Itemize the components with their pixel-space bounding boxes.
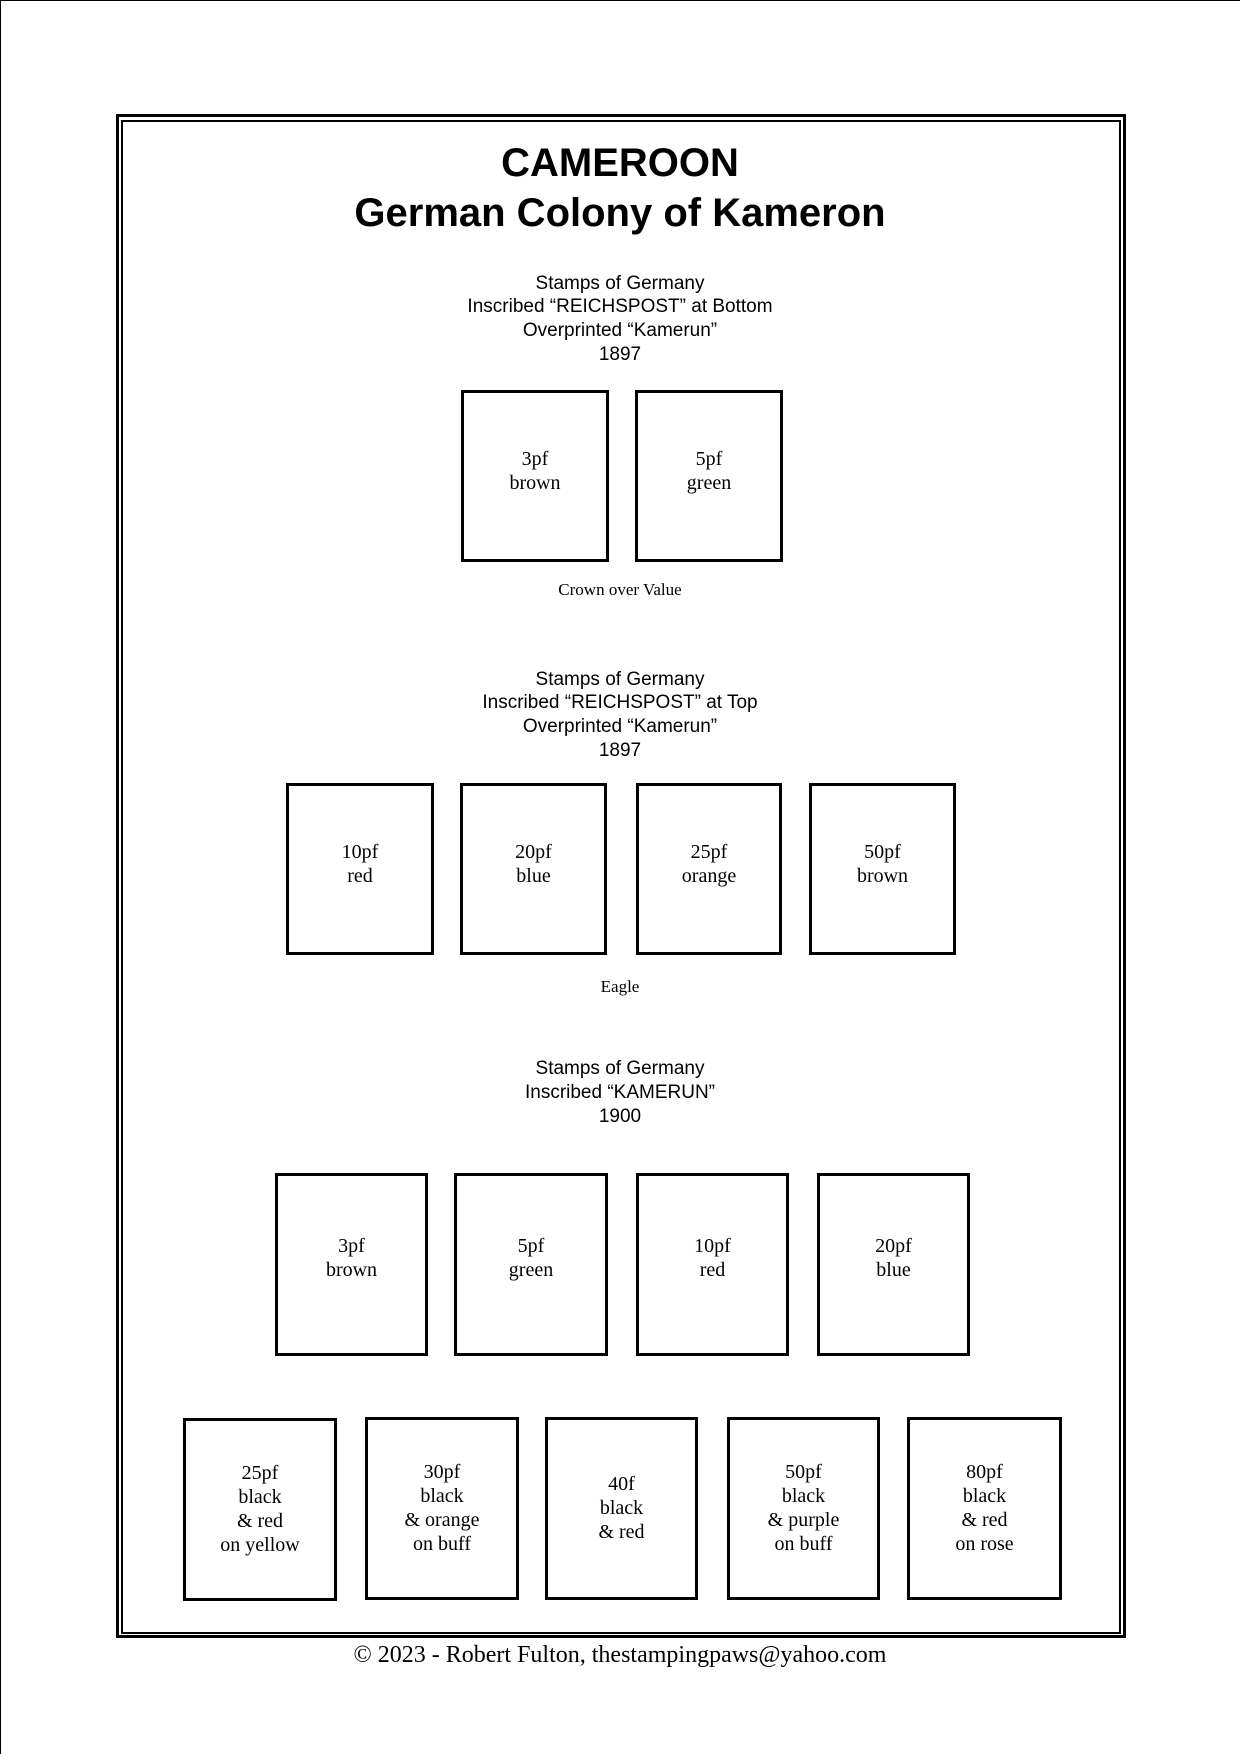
stamp-space[interactable] (817, 1173, 970, 1356)
page-edge-top (0, 0, 1240, 1)
stamp-color: black (781, 1485, 826, 1507)
stamp-denomination: 50pf (864, 841, 901, 863)
stamp-denomination: 80pf (966, 1461, 1003, 1483)
stamp-color: blue (516, 865, 551, 887)
stamp-space[interactable] (183, 1418, 337, 1601)
section-heading-line: 1900 (598, 1106, 642, 1127)
section-heading-line: 1897 (598, 344, 642, 365)
stamp-color: green (686, 472, 732, 494)
page-subtitle: German Colony of Kameron (354, 191, 886, 235)
section-heading-line: Inscribed “REICHSPOST” at Bottom (467, 296, 773, 317)
stamp-denomination: 10pf (341, 841, 379, 863)
section-2-caption: Eagle (600, 977, 640, 996)
stamp-paper: on yellow (220, 1534, 300, 1556)
page-edge-left (0, 0, 1, 1754)
section-heading-line: Overprinted “Kamerun” (522, 320, 718, 341)
stamp-space[interactable] (545, 1417, 698, 1600)
stamp-space[interactable] (907, 1417, 1062, 1600)
stamp-space[interactable] (636, 1173, 789, 1356)
stamp-color: black (599, 1497, 644, 1519)
section-heading-line: Stamps of Germany (535, 669, 705, 690)
stamp-denomination: 10pf (694, 1235, 731, 1257)
stamp-color: black (238, 1486, 282, 1508)
stamp-denomination: 25pf (241, 1462, 279, 1484)
stamp-denomination: 25pf (690, 841, 728, 863)
copyright-footer: © 2023 - Robert Fulton, thestampingpaws@yahoo.com (353, 1642, 887, 1668)
stamp-denomination: 3pf (338, 1235, 365, 1257)
stamp-denomination: 5pf (517, 1235, 545, 1257)
stamp-denomination: 20pf (875, 1235, 912, 1257)
stamp-color: brown (325, 1259, 378, 1281)
section-heading-line: Inscribed “KAMERUN” (524, 1082, 716, 1103)
stamp-space[interactable] (635, 390, 783, 562)
stamp-color: & purple (767, 1509, 840, 1531)
page-title: CAMEROON (501, 141, 739, 185)
stamp-space[interactable] (636, 783, 782, 955)
stamp-denomination: 40f (608, 1473, 635, 1495)
stamp-color: & red (961, 1509, 1008, 1531)
stamp-color: red (699, 1259, 726, 1281)
stamp-space[interactable] (727, 1417, 880, 1600)
stamp-denomination: 3pf (521, 448, 549, 470)
stamp-denomination: 5pf (695, 448, 723, 470)
section-1-caption: Crown over Value (558, 580, 682, 599)
stamp-paper: on buff (413, 1533, 471, 1555)
stamp-paper: on buff (774, 1533, 833, 1555)
stamp-color: green (508, 1259, 554, 1281)
section-heading-line: 1897 (598, 740, 642, 761)
stamp-space[interactable] (286, 783, 434, 955)
section-heading-line: Overprinted “Kamerun” (522, 716, 718, 737)
stamp-space[interactable] (809, 783, 956, 955)
stamp-space[interactable] (460, 783, 607, 955)
stamp-space[interactable] (365, 1417, 519, 1600)
stamp-color: & red (236, 1510, 284, 1532)
section-heading-line: Inscribed “REICHSPOST” at Top (482, 692, 758, 713)
stamp-color: black (962, 1485, 1007, 1507)
stamp-color: blue (876, 1259, 911, 1281)
stamp-space[interactable] (275, 1173, 428, 1356)
stamp-color: brown (856, 865, 909, 887)
stamp-paper: on rose (955, 1533, 1014, 1555)
stamp-color: brown (509, 472, 561, 494)
stamp-color: & red (598, 1521, 645, 1543)
stamp-color: orange (681, 865, 737, 887)
stamp-color: & orange (404, 1509, 480, 1531)
section-heading-line: Stamps of Germany (535, 1058, 705, 1079)
section-heading-line: Stamps of Germany (535, 273, 705, 294)
stamp-space[interactable] (454, 1173, 608, 1356)
stamp-space[interactable] (461, 390, 609, 562)
stamp-denomination: 30pf (423, 1461, 461, 1483)
stamp-color: red (347, 865, 373, 887)
stamp-denomination: 20pf (515, 841, 552, 863)
stamp-denomination: 50pf (785, 1461, 822, 1483)
stamp-color: black (420, 1485, 464, 1507)
